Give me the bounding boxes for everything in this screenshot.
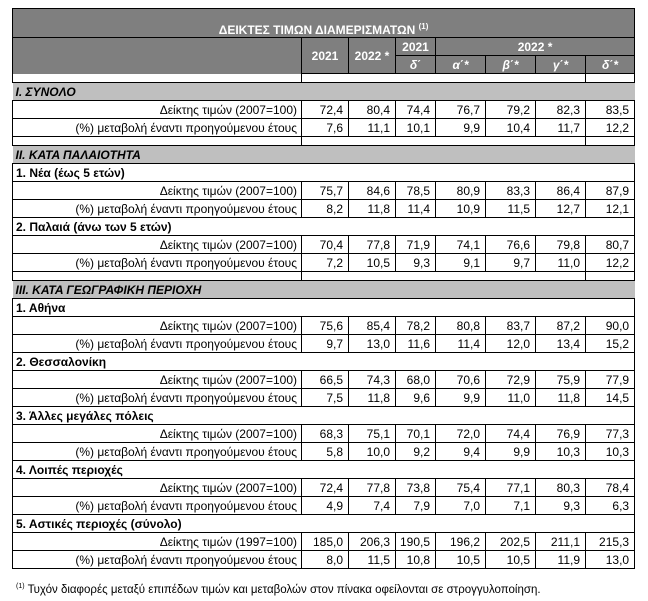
value-cell: 78,5	[396, 182, 436, 200]
table-title: ΔΕΙΚΤΕΣ ΤΙΜΩΝ ΔΙΑΜΕΡΙΣΜΑΤΩΝ $^{(1)}$	[13, 9, 635, 38]
table-row	[13, 119, 635, 137]
header-q4-2022: δ΄*	[586, 56, 635, 74]
value-cell: 7,9	[396, 497, 436, 515]
value-cell: 80,3	[536, 479, 586, 497]
row-label: (%) μεταβολή έναντι προηγούμενου έτους	[13, 443, 302, 461]
group-title: 2. Θεσσαλονίκη	[13, 353, 302, 371]
value-cell: 77,3	[586, 425, 635, 443]
spacer-cell	[302, 137, 586, 146]
value-cell: 10,3	[586, 443, 635, 461]
value-cell: 87,9	[586, 182, 635, 200]
footnote-text: Τυχόν διαφορές μεταξύ επιπέδων τιμών και μεταβολών στον πίνακα οφείλονται σε στρογγυλοποίηση.	[27, 584, 541, 596]
value-cell: 10,4	[486, 119, 536, 137]
group-header	[13, 461, 635, 479]
value-cell: 78,4	[586, 479, 635, 497]
value-cell: 11,8	[349, 200, 396, 218]
value-cell: 77,8	[349, 236, 396, 254]
value-cell: 6,3	[586, 497, 635, 515]
value-cell: 83,3	[486, 182, 536, 200]
value-cell: 10,0	[349, 443, 396, 461]
value-cell: 196,2	[436, 533, 486, 551]
value-cell: 90,0	[586, 317, 635, 335]
spacer-cell	[302, 272, 586, 281]
value-cell: 82,3	[536, 101, 586, 119]
table-row	[13, 389, 635, 407]
table-row	[13, 317, 635, 335]
value-cell: 12,7	[536, 200, 586, 218]
row-label: Δείκτης τιμών (2007=100)	[13, 317, 302, 335]
row-label: Δείκτης τιμών (1997=100)	[13, 533, 302, 551]
spacer-cell	[13, 272, 302, 281]
value-cell: 80,4	[349, 101, 396, 119]
table-row	[13, 479, 635, 497]
header-2022-quarters: 2022 *	[436, 38, 635, 56]
table-row	[13, 236, 635, 254]
table-row	[13, 182, 635, 200]
value-cell: 11,0	[486, 389, 536, 407]
value-cell: 12,2	[586, 119, 635, 137]
value-cell: 7,5	[302, 389, 349, 407]
value-cell: 74,3	[349, 371, 396, 389]
value-cell: 80,7	[586, 236, 635, 254]
spacer-cell	[586, 272, 635, 281]
value-cell: 185,0	[302, 533, 349, 551]
group-header	[13, 218, 635, 236]
spacer-row	[13, 137, 635, 146]
row-label: (%) μεταβολή έναντι προηγούμενου έτους	[13, 200, 302, 218]
value-cell: 9,9	[436, 389, 486, 407]
value-cell: 72,9	[486, 371, 536, 389]
value-cell: 74,4	[486, 425, 536, 443]
group-header-fill	[302, 164, 635, 182]
value-cell: 11,4	[436, 335, 486, 353]
value-cell: 10,5	[486, 551, 536, 569]
spacer-cell	[586, 74, 635, 83]
value-cell: 84,6	[349, 182, 396, 200]
group-header-fill	[302, 407, 635, 425]
value-cell: 76,7	[436, 101, 486, 119]
group-title: 1. Αθήνα	[13, 299, 302, 317]
value-cell: 11,8	[349, 389, 396, 407]
value-cell: 75,1	[349, 425, 396, 443]
value-cell: 9,3	[536, 497, 586, 515]
value-cell: 75,6	[302, 317, 349, 335]
value-cell: 83,7	[486, 317, 536, 335]
table-row	[13, 254, 635, 272]
value-cell: 9,4	[436, 443, 486, 461]
section-header	[13, 83, 635, 101]
value-cell: 7,4	[349, 497, 396, 515]
group-title: 3. Άλλες μεγάλες πόλεις	[13, 407, 302, 425]
value-cell: 85,4	[349, 317, 396, 335]
value-cell: 71,9	[396, 236, 436, 254]
value-cell: 70,4	[302, 236, 349, 254]
value-cell: 75,7	[302, 182, 349, 200]
value-cell: 75,9	[536, 371, 586, 389]
value-cell: 10,5	[436, 551, 486, 569]
value-cell: 13,0	[349, 335, 396, 353]
row-label: (%) μεταβολή έναντι προηγούμενου έτους	[13, 254, 302, 272]
spacer-cell	[586, 137, 635, 146]
value-cell: 74,4	[396, 101, 436, 119]
value-cell: 10,5	[349, 254, 396, 272]
value-cell: 11,1	[349, 119, 396, 137]
value-cell: 7,1	[486, 497, 536, 515]
value-cell: 11,5	[349, 551, 396, 569]
value-cell: 75,4	[436, 479, 486, 497]
group-header	[13, 164, 635, 182]
value-cell: 70,1	[396, 425, 436, 443]
table-row	[13, 443, 635, 461]
group-header-fill	[302, 515, 635, 533]
value-cell: 72,4	[302, 101, 349, 119]
spacer-cell	[13, 137, 302, 146]
value-cell: 11,5	[486, 200, 536, 218]
value-cell: 190,5	[396, 533, 436, 551]
value-cell: 12,0	[486, 335, 536, 353]
value-cell: 11,9	[536, 551, 586, 569]
row-label: Δείκτης τιμών (2007=100)	[13, 479, 302, 497]
value-cell: 4,9	[302, 497, 349, 515]
value-cell: 11,7	[536, 119, 586, 137]
value-cell: 11,6	[396, 335, 436, 353]
header-q4-2021: δ΄	[396, 56, 436, 74]
value-cell: 5,8	[302, 443, 349, 461]
table-row	[13, 335, 635, 353]
value-cell: 202,5	[486, 533, 536, 551]
value-cell: 72,0	[436, 425, 486, 443]
table-row	[13, 533, 635, 551]
row-label: Δείκτης τιμών (2007=100)	[13, 101, 302, 119]
section-title: III. ΚΑΤΑ ΓΕΩΓΡΑΦΙΚΗ ΠΕΡΙΟΧΗ	[13, 281, 635, 299]
table-row	[13, 425, 635, 443]
value-cell: 9,7	[486, 254, 536, 272]
row-label: (%) μεταβολή έναντι προηγούμενου έτους	[13, 551, 302, 569]
section-header	[13, 146, 635, 164]
table-row	[13, 371, 635, 389]
row-label: Δείκτης τιμών (2007=100)	[13, 236, 302, 254]
value-cell: 68,3	[302, 425, 349, 443]
value-cell: 7,0	[436, 497, 486, 515]
header-2021-quarter: 2021	[396, 38, 436, 56]
price-index-sheet	[12, 8, 634, 569]
value-cell: 206,3	[349, 533, 396, 551]
value-cell: 10,3	[536, 443, 586, 461]
value-cell: 11,8	[536, 389, 586, 407]
group-title: 5. Αστικές περιοχές (σύνολο)	[13, 515, 302, 533]
value-cell: 77,1	[486, 479, 536, 497]
header-blank	[13, 38, 302, 74]
section-title: I. ΣΥΝΟΛΟ	[13, 83, 635, 101]
row-label: Δείκτης τιμών (2007=100)	[13, 425, 302, 443]
group-header	[13, 353, 635, 371]
value-cell: 9,3	[396, 254, 436, 272]
value-cell: 87,2	[536, 317, 586, 335]
value-cell: 83,5	[586, 101, 635, 119]
group-title: 4. Λοιπές περιοχές	[13, 461, 302, 479]
value-cell: 11,0	[536, 254, 586, 272]
group-header	[13, 299, 635, 317]
table-row	[13, 101, 635, 119]
group-header-fill	[302, 353, 635, 371]
value-cell: 66,5	[302, 371, 349, 389]
value-cell: 211,1	[536, 533, 586, 551]
value-cell: 12,2	[586, 254, 635, 272]
value-cell: 9,1	[436, 254, 486, 272]
group-header-fill	[302, 299, 635, 317]
header-q2-2022: β΄*	[486, 56, 536, 74]
value-cell: 80,8	[436, 317, 486, 335]
row-label: Δείκτης τιμών (2007=100)	[13, 371, 302, 389]
value-cell: 10,1	[396, 119, 436, 137]
group-header	[13, 407, 635, 425]
value-cell: 10,8	[396, 551, 436, 569]
value-cell: 86,4	[536, 182, 586, 200]
table-row	[13, 551, 635, 569]
group-header-fill	[302, 218, 635, 236]
group-header	[13, 515, 635, 533]
section-title: II. ΚΑΤΑ ΠΑΛΑΙΟΤΗΤΑ	[13, 146, 635, 164]
value-cell: 74,1	[436, 236, 486, 254]
value-cell: 13,4	[536, 335, 586, 353]
group-title: 1. Νέα (έως 5 ετών)	[13, 164, 302, 182]
value-cell: 215,3	[586, 533, 635, 551]
row-label: (%) μεταβολή έναντι προηγούμενου έτους	[13, 497, 302, 515]
value-cell: 77,9	[586, 371, 635, 389]
table-row	[13, 200, 635, 218]
spacer-cell	[302, 74, 586, 83]
value-cell: 15,2	[586, 335, 635, 353]
row-label: (%) μεταβολή έναντι προηγούμενου έτους	[13, 119, 302, 137]
price-index-table	[12, 8, 635, 569]
group-title: 2. Παλαιά (άνω των 5 ετών)	[13, 218, 302, 236]
group-header-fill	[302, 461, 635, 479]
footnote-marker: (1)	[16, 583, 25, 591]
value-cell: 78,2	[396, 317, 436, 335]
value-cell: 9,7	[302, 335, 349, 353]
row-label: (%) μεταβολή έναντι προηγούμενου έτους	[13, 335, 302, 353]
value-cell: 77,8	[349, 479, 396, 497]
header-2022: 2022 *	[349, 38, 396, 74]
value-cell: 76,6	[486, 236, 536, 254]
value-cell: 68,0	[396, 371, 436, 389]
value-cell: 9,9	[486, 443, 536, 461]
value-cell: 7,6	[302, 119, 349, 137]
value-cell: 14,5	[586, 389, 635, 407]
table-row	[13, 497, 635, 515]
value-cell: 70,6	[436, 371, 486, 389]
value-cell: 7,2	[302, 254, 349, 272]
header-2021: 2021	[302, 38, 349, 74]
value-cell: 76,9	[536, 425, 586, 443]
value-cell: 72,4	[302, 479, 349, 497]
footnote	[16, 584, 541, 596]
value-cell: 73,8	[396, 479, 436, 497]
section-header	[13, 281, 635, 299]
value-cell: 9,2	[396, 443, 436, 461]
row-label: Δείκτης τιμών (2007=100)	[13, 182, 302, 200]
value-cell: 8,0	[302, 551, 349, 569]
value-cell: 13,0	[586, 551, 635, 569]
value-cell: 79,8	[536, 236, 586, 254]
value-cell: 11,4	[396, 200, 436, 218]
value-cell: 8,2	[302, 200, 349, 218]
spacer-row	[13, 74, 635, 83]
header-q3-2022: γ΄*	[536, 56, 586, 74]
header-q1-2022: α΄*	[436, 56, 486, 74]
value-cell: 80,9	[436, 182, 486, 200]
spacer-cell	[13, 74, 302, 83]
value-cell: 9,9	[436, 119, 486, 137]
title-note: (1)	[418, 22, 429, 31]
value-cell: 9,6	[396, 389, 436, 407]
value-cell: 12,1	[586, 200, 635, 218]
row-label: (%) μεταβολή έναντι προηγούμενου έτους	[13, 389, 302, 407]
value-cell: 79,2	[486, 101, 536, 119]
spacer-row	[13, 272, 635, 281]
value-cell: 10,9	[436, 200, 486, 218]
